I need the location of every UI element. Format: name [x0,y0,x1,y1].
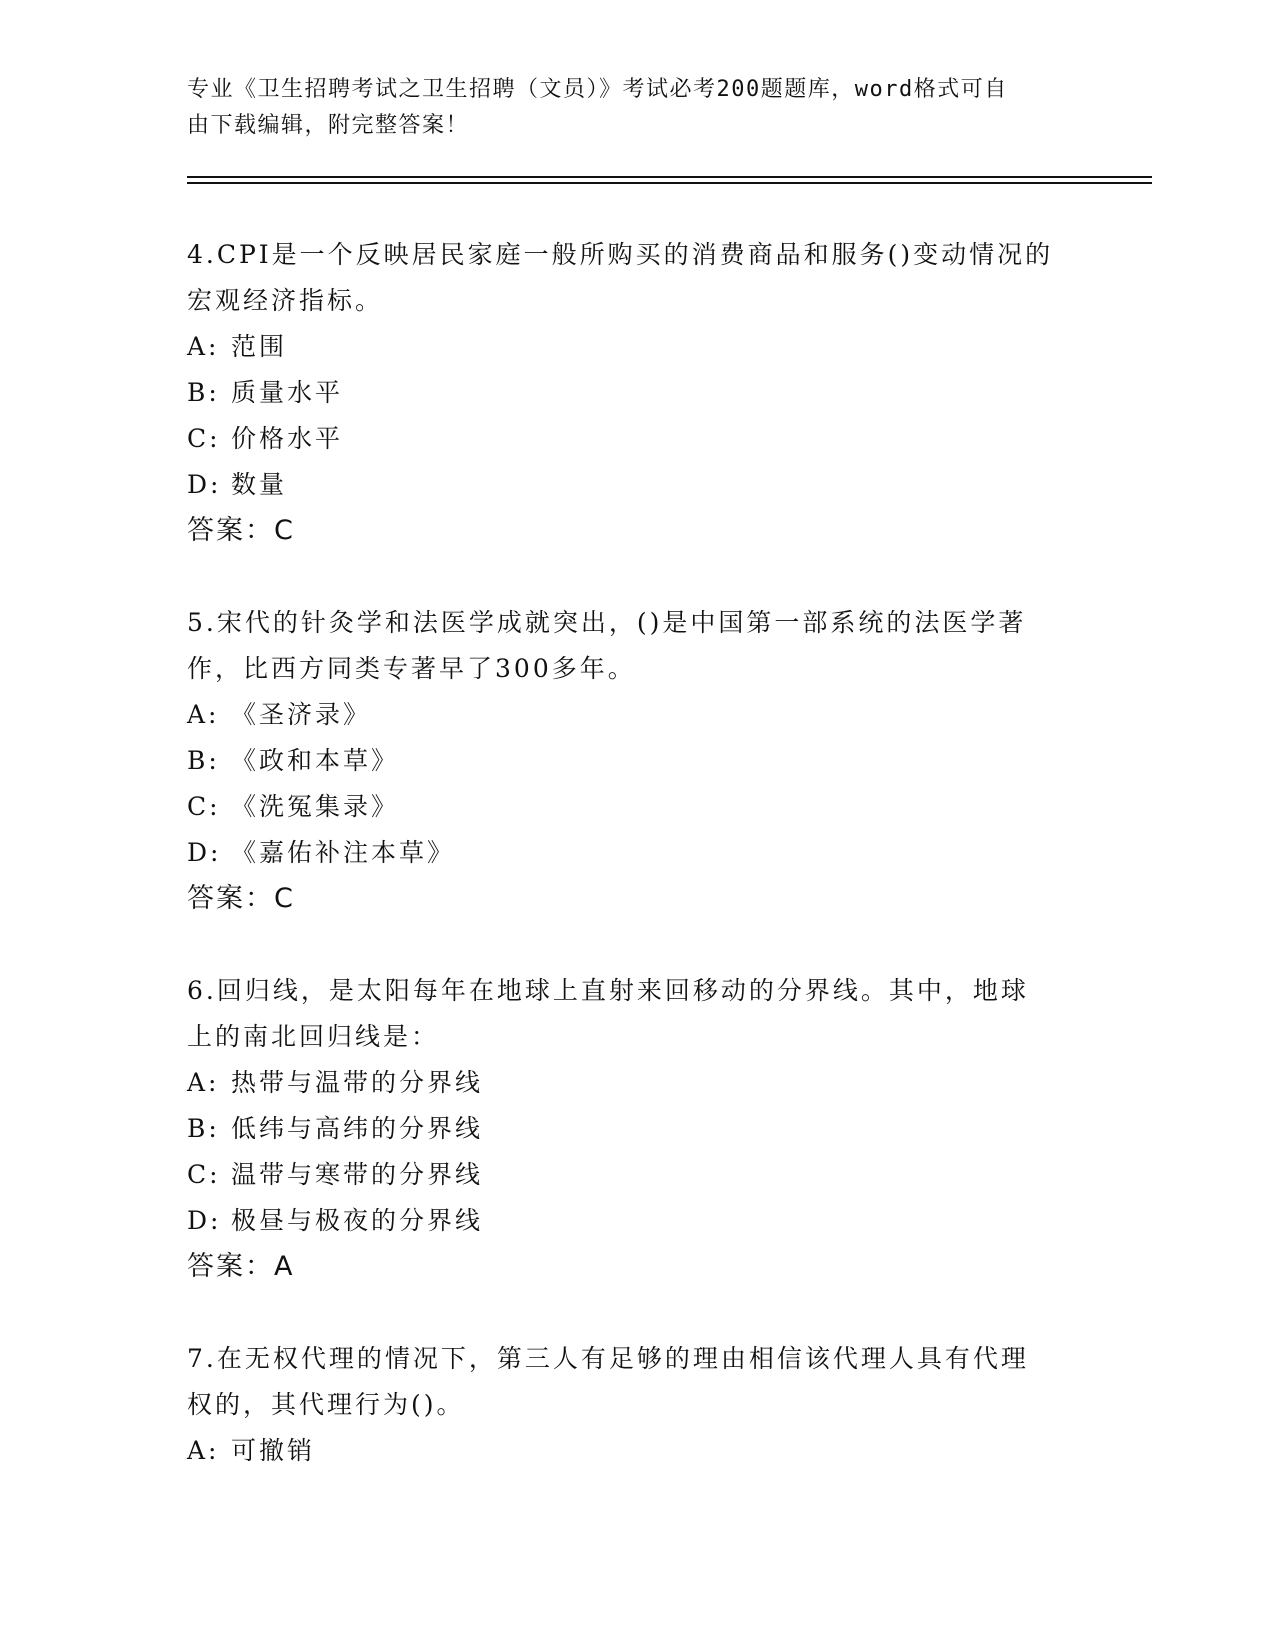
stem-line-1: 6.回归线，是太阳每年在地球上直射来回移动的分界线。其中，地球 [187,976,1029,1005]
option-b [187,1106,1087,1152]
stem-line-2: 宏观经济指标。 [187,286,384,315]
option-text: 范围 [231,332,288,361]
stem-line-1: 7.在无权代理的情况下，第三人有足够的理由相信该代理人具有代理 [187,1344,1029,1373]
question-stem [187,1336,1087,1428]
option-text: 质量水平 [231,378,344,407]
header-line-1: 专业《卫生招聘考试之卫生招聘（文员）》考试必考200题题库，word格式可自 [187,77,1008,102]
header-line-2: 由下载编辑，附完整答案！ [187,113,470,138]
option-letter: C: [187,1160,221,1189]
option-text: 《洗冤集录》 [231,792,400,821]
option-text: 温带与寒带的分界线 [231,1160,484,1189]
answer-line: 答案：C [187,515,295,546]
option-letter: C: [187,424,221,453]
stem-line-1: 4.CPI是一个反映居民家庭一般所购买的消费商品和服务()变动情况的 [187,240,1054,269]
option-letter: C: [187,792,221,821]
option-letter: A: [187,1436,220,1465]
option-a [187,1060,1087,1106]
option-letter: B: [187,378,220,407]
question-7 [187,1336,1087,1474]
option-a [187,692,1087,738]
question-5 [187,600,1087,922]
option-letter: D: [187,1206,222,1235]
option-text: 《政和本草》 [231,746,400,775]
option-d [187,462,1087,508]
option-b [187,738,1087,784]
option-letter: B: [187,1114,220,1143]
option-text: 数量 [231,470,288,499]
answer-line: 答案：C [187,883,295,914]
option-c [187,416,1087,462]
option-letter: A: [187,700,220,729]
option-a [187,1428,1087,1474]
option-text: 极昼与极夜的分界线 [231,1206,484,1235]
option-text: 低纬与高纬的分界线 [231,1114,484,1143]
option-letter: D: [187,838,222,867]
question-stem [187,600,1087,692]
stem-line-2: 权的，其代理行为()。 [187,1390,465,1419]
option-letter: B: [187,746,220,775]
option-letter: A: [187,332,220,361]
option-text: 价格水平 [231,424,344,453]
stem-line-1: 5.宋代的针灸学和法医学成就突出，()是中国第一部系统的法医学著 [187,608,1027,637]
header-divider-top [187,176,1152,178]
stem-line-2: 上的南北回归线是： [187,1022,440,1051]
question-stem [187,968,1087,1060]
option-c [187,784,1087,830]
question-stem [187,232,1087,324]
stem-line-2: 作，比西方同类专著早了300多年。 [187,654,636,683]
question-list [187,232,1087,1520]
question-6 [187,968,1087,1290]
option-c [187,1152,1087,1198]
option-b [187,370,1087,416]
option-text: 热带与温带的分界线 [231,1068,484,1097]
option-d [187,1198,1087,1244]
header-divider-bottom [187,182,1152,184]
question-4 [187,232,1087,554]
document-header [187,72,1067,144]
option-a [187,324,1087,370]
option-text: 《嘉佑补注本草》 [231,838,456,867]
option-text: 可撤销 [231,1436,316,1465]
option-text: 《圣济录》 [231,700,372,729]
answer-line: 答案：A [187,1251,295,1282]
option-letter: A: [187,1068,220,1097]
option-d [187,830,1087,876]
option-letter: D: [187,470,222,499]
